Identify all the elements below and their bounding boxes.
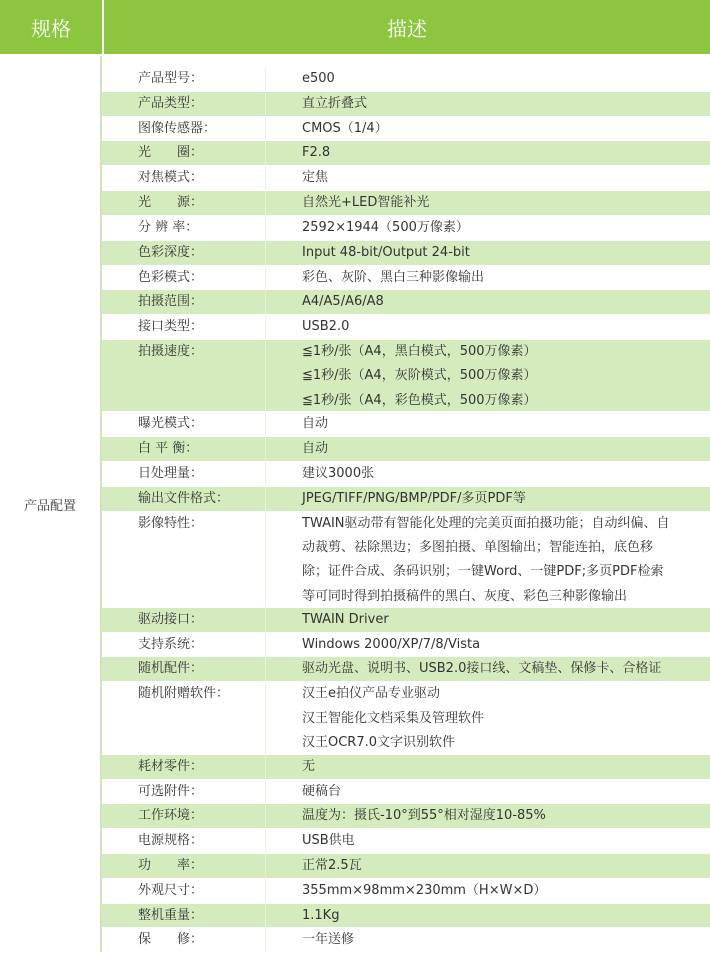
spec-label: 随机附赠软件：: [102, 682, 266, 753]
spec-value: [266, 928, 710, 952]
spec-label: 产品型号：: [102, 67, 266, 91]
spec-value: [266, 92, 710, 116]
table-row: [102, 116, 710, 141]
spec-value-line: USB供电: [302, 833, 355, 849]
spec-value: [266, 67, 710, 91]
spec-value: [266, 340, 710, 411]
spec-label: 分 辨 率：: [102, 216, 266, 240]
spec-label: 对焦模式：: [102, 166, 266, 190]
table-row: [102, 828, 710, 853]
header-description: 描述: [387, 16, 427, 41]
spec-value: [266, 412, 710, 436]
spec-value-line: ≦1秒/张（A4，黑白模式，500万像素）: [302, 343, 537, 359]
table-row: [102, 314, 710, 339]
spec-label: 驱动接口：: [102, 608, 266, 632]
spec-label: 拍摄速度：: [102, 340, 266, 411]
spec-value: [266, 633, 710, 657]
table-row: [102, 240, 710, 265]
spec-value: [266, 141, 710, 165]
spec-label: 色彩模式：: [102, 266, 266, 290]
spec-label: 支持系统：: [102, 633, 266, 657]
spec-value: [266, 829, 710, 853]
spec-value-line: JPEG/TIFF/PNG/BMP/PDF/多页PDF等: [302, 490, 526, 506]
spec-value: [266, 191, 710, 215]
spec-label: 整机重量：: [102, 904, 266, 928]
spec-value-line: TWAIN驱动带有智能化处理的完美页面拍摄功能；自动纠偏、自: [302, 515, 670, 531]
spec-value: [266, 904, 710, 928]
spec-value-line: 汉王OCR7.0文字识别软件: [302, 734, 456, 750]
spec-value: [266, 512, 710, 607]
spec-label: 色彩深度：: [102, 241, 266, 265]
spec-value: [266, 216, 710, 240]
table-row: [102, 66, 710, 91]
spec-value: [266, 290, 710, 314]
table-row: [102, 165, 710, 190]
spec-label: 外观尺寸：: [102, 879, 266, 903]
spec-value-line: 硬稿台: [302, 783, 342, 799]
spec-value: [266, 315, 710, 339]
spec-label: 产品类型：: [102, 92, 266, 116]
spec-value: [266, 608, 710, 632]
table-row: [102, 339, 710, 411]
table-row: [102, 461, 710, 486]
spec-label: 耗材零件：: [102, 755, 266, 779]
spec-value-line: 直立折叠式: [302, 95, 368, 111]
spec-label: 工作环境：: [102, 804, 266, 828]
spec-value-line: 定焦: [302, 170, 329, 186]
spec-value-line: 2592×1944（500万像素）: [302, 219, 469, 235]
spec-value-line: USB2.0: [302, 319, 350, 335]
table-row: [102, 91, 710, 116]
spec-value-line: 正常2.5瓦: [302, 857, 362, 873]
table-row: [102, 289, 710, 314]
spec-value-line: A4/A5/A6/A8: [302, 294, 384, 310]
spec-value-line: 自动: [302, 441, 329, 457]
table-row: [102, 803, 710, 828]
spec-value-line: 彩色、灰阶、黑白三种影像输出: [302, 269, 485, 285]
spec-value-line: 动裁剪、祛除黑边；多图拍摄、单图输出；智能连拍，底色移: [302, 539, 654, 555]
spec-value-line: Windows 2000/XP/7/8/Vista: [302, 636, 481, 652]
spec-label: 日处理量：: [102, 462, 266, 486]
table-row: [102, 486, 710, 511]
spec-value-line: TWAIN Driver: [302, 611, 389, 627]
spec-value: [266, 166, 710, 190]
spec-label: 随机配件：: [102, 657, 266, 681]
spec-value: [266, 854, 710, 878]
spec-label: 图像传感器：: [102, 117, 266, 141]
spec-label: 曝光模式：: [102, 412, 266, 436]
spec-value-line: 355mm×98mm×230mm（H×W×D）: [302, 882, 547, 898]
table-row: [102, 190, 710, 215]
table-row: [102, 779, 710, 804]
spec-value-line: ≦1秒/张（A4，灰阶模式，500万像素）: [302, 368, 537, 384]
spec-value-line: 1.1Kg: [302, 907, 340, 923]
table-body: [0, 56, 710, 952]
spec-value: [266, 117, 710, 141]
spec-value-line: 温度为：摄氏-10°到55°相对湿度10-85%: [302, 808, 546, 824]
spec-value-line: 除；证件合成、条码识别；一键Word、一键PDF;多页PDF检索: [302, 564, 664, 580]
table-header: [0, 0, 710, 56]
spec-label: 白 平 衡：: [102, 437, 266, 461]
table-row: [102, 632, 710, 657]
table-row: [102, 656, 710, 681]
spec-value-line: 一年送修: [302, 932, 355, 948]
spec-value: [266, 657, 710, 681]
spec-value-line: Input 48-bit/Output 24-bit: [302, 244, 470, 260]
table-row: [102, 903, 710, 928]
table-row: [102, 681, 710, 753]
spec-label: 接口类型：: [102, 315, 266, 339]
spec-value-line: e500: [302, 71, 335, 86]
spec-label: 保 修：: [102, 928, 266, 952]
spec-value-line: CMOS（1/4）: [302, 120, 388, 136]
table-row: [102, 511, 710, 607]
spec-value: [266, 755, 710, 779]
table-row: [102, 927, 710, 952]
table-row: [102, 265, 710, 290]
spec-value: [266, 780, 710, 804]
table-row: [102, 411, 710, 436]
spec-value-line: ≦1秒/张（A4，彩色模式，500万像素）: [302, 392, 537, 408]
spec-label: 电源规格：: [102, 829, 266, 853]
spec-value: [266, 487, 710, 511]
spec-label: 光 圈：: [102, 141, 266, 165]
spec-label: 拍摄范围：: [102, 290, 266, 314]
spec-value: [266, 437, 710, 461]
spec-value-line: 自然光+LED智能补光: [302, 195, 430, 211]
spec-label: 影像特性：: [102, 512, 266, 607]
spec-value-line: 自动: [302, 416, 329, 432]
category-cell: 产品配置: [0, 56, 102, 952]
spec-value: [266, 462, 710, 486]
table-row: [102, 853, 710, 878]
spec-value: [266, 804, 710, 828]
spec-value: [266, 682, 710, 753]
table-row: [102, 215, 710, 240]
spec-label: 可选附件：: [102, 780, 266, 804]
table-row: [102, 878, 710, 903]
spec-label: 输出文件格式：: [102, 487, 266, 511]
table-row: [102, 607, 710, 632]
spec-label: 功 率：: [102, 854, 266, 878]
table-row: [102, 140, 710, 165]
spec-value-line: 汉王智能化文档采集及管理软件: [302, 710, 485, 726]
spec-value-line: 建议3000张: [302, 465, 375, 481]
spec-value-line: 无: [302, 758, 316, 774]
spec-value: [266, 266, 710, 290]
spec-value: [266, 241, 710, 265]
spec-label: 光 源：: [102, 191, 266, 215]
table-row: [102, 754, 710, 779]
spec-rows: [102, 56, 710, 952]
header-spec: 规格: [0, 0, 104, 54]
spec-value: [266, 879, 710, 903]
spec-value-line: 驱动光盘、说明书、USB2.0接口线、文稿垫、保修卡、合格证: [302, 661, 662, 677]
spec-value-line: F2.8: [302, 145, 331, 161]
spec-value-line: 汉王e拍仪产品专业驱动: [302, 686, 440, 702]
spec-value-line: 等可同时得到拍摄稿件的黑白、灰度、彩色三种影像输出: [302, 588, 628, 604]
table-row: [102, 436, 710, 461]
